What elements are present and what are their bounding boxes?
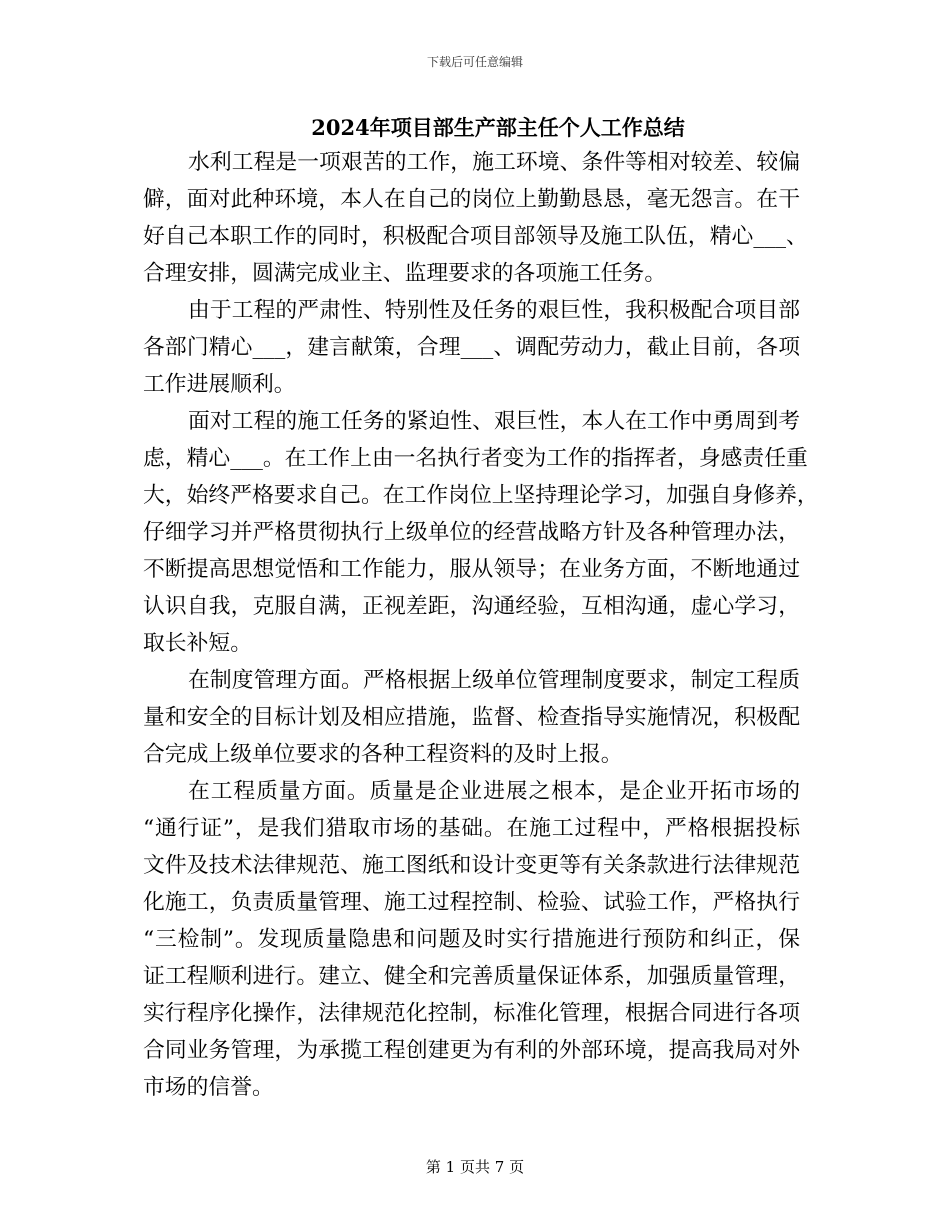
paragraph-line: 市场的信誉。 [143,1075,274,1100]
paragraph-line: 大，始终严格要求自己。在工作岗位上坚持理论学习，加强自身修养， [143,483,819,508]
paragraph-line: 由于工程的严肃性、特别性及任务的艰巨性，我积极配合项目部 [188,298,800,323]
paragraph-line: 合完成上级单位要求的各种工程资料的及时上报。 [143,742,623,767]
paragraph-line: 量和安全的目标计划及相应措施，监督、检查指导实施情况，积极配 [143,705,800,730]
paragraph-5 [143,773,800,1106]
paragraph-line: “通行证”，是我们猎取市场的基础。在施工过程中，严格根据投标 [143,816,800,841]
paragraph-line: 好自己本职工作的同时，积极配合项目部领导及施工队伍，精心___、 [143,224,808,249]
document-body [143,144,819,1106]
paragraph-line: 仔细学习并严格贯彻执行上级单位的经营战略方针及各种管理办法， [143,520,800,545]
document-title: 2024年项目部生产部主任个人工作总结 [311,115,685,140]
header-note: 下载后可任意编辑 [426,55,523,69]
paragraph-1 [143,144,808,292]
paragraph-line: 在制度管理方面。严格根据上级单位管理制度要求，制定工程质 [188,668,800,693]
paragraph-4 [143,662,800,773]
page-number-footer: 第 1 页共 7 页 [425,1158,525,1176]
paragraph-line: 认识自我，克服自满，正视差距，沟通经验，互相沟通，虚心学习， [143,594,800,619]
paragraph-line: 不断提高思想觉悟和工作能力，服从领导；在业务方面，不断地通过 [143,557,800,582]
paragraph-line: 实行程序化操作，法律规范化控制，标准化管理，根据合同进行各项 [143,1001,800,1026]
paragraph-line: 取长补短。 [143,631,252,656]
paragraph-line: 工作进展顺利。 [143,372,296,397]
paragraph-line: 在工程质量方面。质量是企业进展之根本，是企业开拓市场的 [188,779,800,804]
paragraph-3 [143,403,819,662]
paragraph-line: 化施工，负责质量管理、施工过程控制、检验、试验工作，严格执行 [143,890,800,915]
paragraph-line: 水利工程是一项艰苦的工作，施工环境、条件等相对较差、较偏 [188,150,800,175]
paragraph-line: 合同业务管理，为承揽工程创建更为有利的外部环境，提高我局对外 [143,1038,800,1063]
paragraph-line: 各部门精心___，建言献策，合理___、调配劳动力，截止目前，各项 [143,335,800,360]
paragraph-line: 合理安排，圆满完成业主、监理要求的各项施工任务。 [143,261,667,286]
paragraph-line: 文件及技术法律规范、施工图纸和设计变更等有关条款进行法律规范 [143,853,800,878]
paragraph-line: 虑，精心___。在工作上由一名执行者变为工作的指挥者，身感责任重 [143,446,808,471]
paragraph-line: 面对工程的施工任务的紧迫性、艰巨性，本人在工作中勇周到考 [188,409,800,434]
paragraph-line: 证工程顺利进行。建立、健全和完善质量保证体系，加强质量管理， [143,964,800,989]
paragraph-line: 僻，面对此种环境，本人在自己的岗位上勤勤恳恳，毫无怨言。在干 [143,187,800,212]
paragraph-line: “三检制”。发现质量隐患和问题及时实行措施进行预防和纠正，保 [143,927,800,952]
paragraph-2 [143,292,800,403]
